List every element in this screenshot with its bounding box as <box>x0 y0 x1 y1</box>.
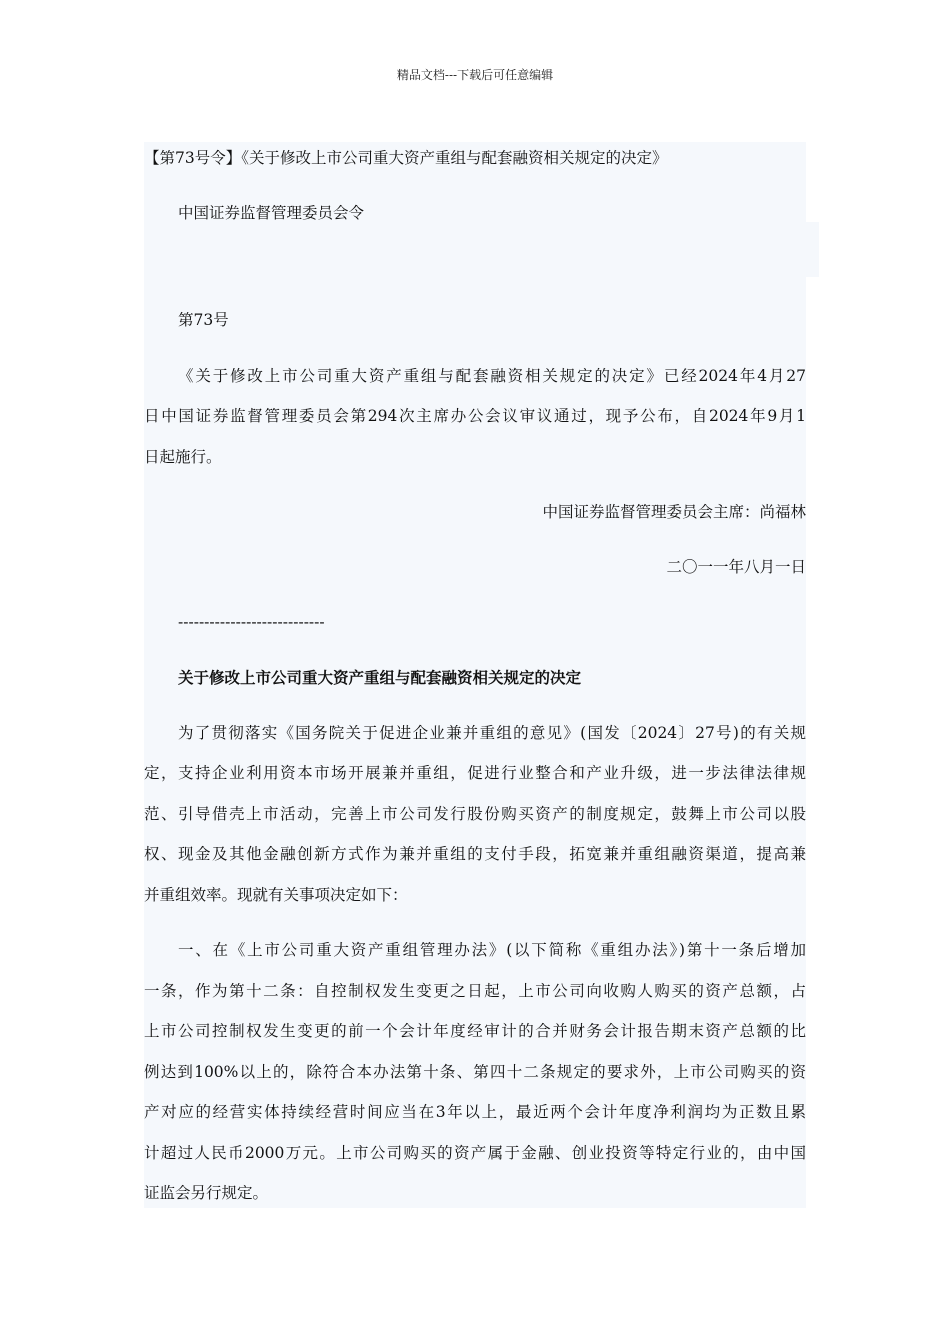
separator-line: ---------------------------- <box>178 613 325 631</box>
doc-title: 【第73号令】《关于修改上市公司重大资产重组与配套融资相关规定的决定》 <box>144 149 668 167</box>
para1-line-4: 权、现金及其他金融创新方式作为兼并重组的支付手段，拓宽兼并重组融资渠道，提高兼 <box>144 845 806 863</box>
para2-line-7: 证监会另行规定。 <box>144 1184 269 1202</box>
announce-line-1: 《关于修改上市公司重大资产重组与配套融资相关规定的决定》已经2024年4月27 <box>178 367 806 385</box>
para2-line-5: 产对应的经营实体持续经营时间应当在3年以上，最近两个会计年度净利润均为正数且累 <box>144 1103 806 1121</box>
para2-line-6: 计超过人民币2000万元。上市公司购买的资产属于金融、创业投资等特定行业的，由中国 <box>144 1144 806 1162</box>
document-body <box>144 142 806 1208</box>
para1-line-1: 为了贯彻落实《国务院关于促进企业兼并重组的意见》(国发〔2024〕27号)的有关规 <box>178 724 806 742</box>
signature-line: 中国证券监督管理委员会主席：尚福林 <box>542 503 806 521</box>
announce-line-2: 日中国证券监督管理委员会第294次主席办公会议审议通过，现予公布，自2024年9月1 <box>144 407 806 425</box>
para2-line-2: 一条，作为第十二条：自控制权发生变更之日起，上市公司向收购人购买的资产总额，占 <box>144 982 806 1000</box>
order-number: 第73号 <box>178 311 229 329</box>
para1-line-3: 范、引导借壳上市活动，完善上市公司发行股份购买资产的制度规定，鼓舞上市公司以股 <box>144 805 806 823</box>
para1-line-5: 并重组效率。现就有关事项决定如下： <box>144 886 408 904</box>
announce-line-3: 日起施行。 <box>144 448 222 466</box>
para2-line-3: 上市公司控制权发生变更的前一个会计年度经审计的合并财务会计报告期末资产总额的比 <box>144 1022 806 1040</box>
background-strip <box>806 222 819 277</box>
para2-line-1: 一、在《上市公司重大资产重组管理办法》(以下简称《重组办法》)第十一条后增加 <box>178 941 806 959</box>
para2-line-4: 例达到100%以上的，除符合本办法第十条、第四十二条规定的要求外，上市公司购买的资 <box>144 1063 806 1081</box>
page-header: 精品文档---下载后可任意编辑 <box>396 68 554 82</box>
decision-title: 关于修改上市公司重大资产重组与配套融资相关规定的决定 <box>178 668 582 687</box>
issuer-line: 中国证券监督管理委员会令 <box>178 204 365 222</box>
para1-line-2: 定，支持企业利用资本市场开展兼并重组，促进行业整合和产业升级，进一步法律法律规 <box>144 764 806 782</box>
date-line: 二〇一一年八月一日 <box>666 558 806 576</box>
